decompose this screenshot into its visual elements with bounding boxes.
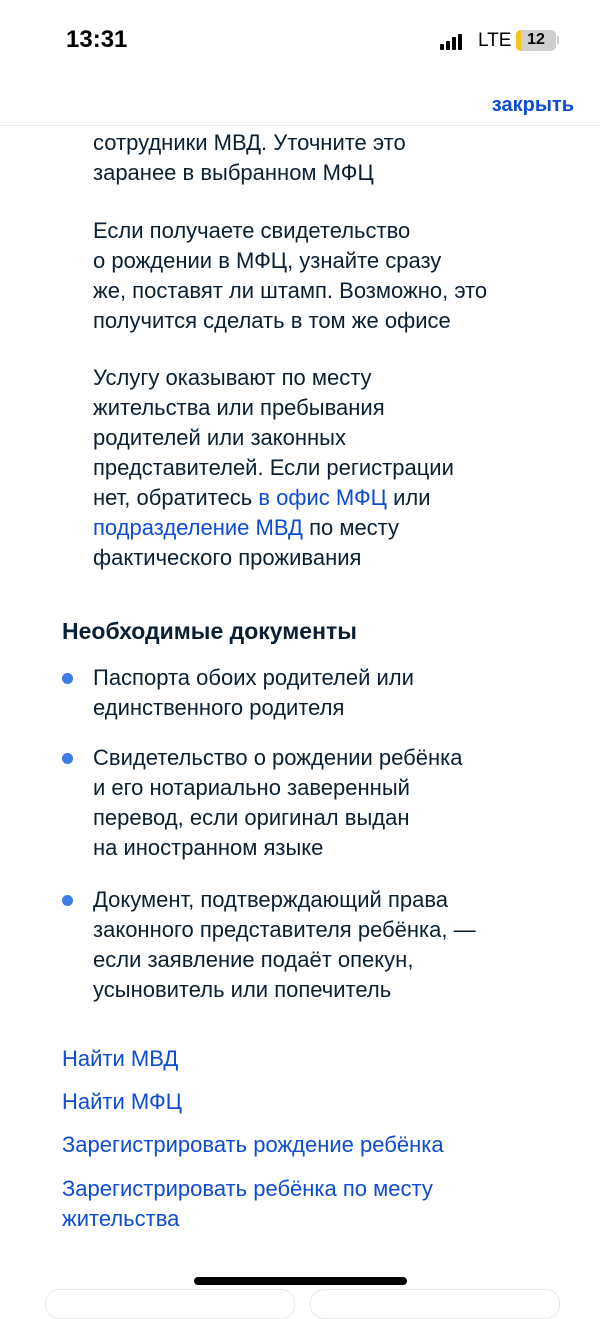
battery-icon	[516, 30, 556, 51]
document-item-line: на иностранном языке	[93, 835, 324, 860]
document-item-line: если заявление подаёт опекун,	[93, 947, 414, 972]
intro-line: заранее в выбранном МФЦ	[93, 160, 374, 185]
link-line: Зарегистрировать ребёнка по месту	[62, 1176, 433, 1201]
find-mfc-link[interactable]: Найти МФЦ	[62, 1089, 182, 1114]
text: по месту	[302, 515, 400, 540]
bullet-icon	[62, 895, 73, 906]
register-residence-link[interactable]	[62, 1174, 433, 1234]
bullet-icon	[62, 753, 73, 764]
bottom-card[interactable]	[310, 1289, 560, 1319]
mvd-division-link[interactable]: подразделение МВД	[93, 515, 303, 540]
paragraph-line: жительства или пребывания	[93, 395, 385, 420]
battery-nib	[557, 36, 559, 44]
text: нет, обратитесь	[93, 485, 259, 510]
register-birth-link[interactable]: Зарегистрировать рождение ребёнка	[62, 1132, 444, 1157]
document-item-line: единственного родителя	[93, 695, 345, 720]
home-indicator[interactable]	[194, 1277, 407, 1285]
document-item-line: усыновитель или попечитель	[93, 977, 392, 1002]
battery-level: 12	[527, 31, 545, 48]
paragraph-line: представителей. Если регистрации	[93, 455, 454, 480]
bottom-card[interactable]	[45, 1289, 295, 1319]
intro-line: сотрудники МВД. Уточните это	[93, 130, 406, 155]
document-item-line: законного представителя ребёнка, —	[93, 917, 476, 942]
mfc-office-link[interactable]: в офис МФЦ	[258, 485, 387, 510]
document-item-line: перевод, если оригинал выдан	[93, 805, 410, 830]
document-item-line: Паспорта обоих родителей или	[93, 665, 414, 690]
status-bar	[0, 0, 600, 80]
find-mvd-link[interactable]: Найти МВД	[62, 1046, 179, 1071]
paragraph-line: Услугу оказывают по месту	[93, 365, 372, 390]
close-button[interactable]: закрыть	[491, 94, 574, 116]
paragraph-line	[93, 513, 399, 543]
paragraph-line	[93, 483, 431, 513]
paragraph-line: же, поставят ли штамп. Возможно, это	[93, 278, 488, 303]
document-item-line: Документ, подтверждающий права	[93, 887, 449, 912]
documents-heading: Необходимые документы	[62, 618, 357, 644]
paragraph-line: о рождении в МФЦ, узнайте сразу	[93, 248, 442, 273]
header	[0, 80, 600, 126]
paragraph-line: Если получаете свидетельство	[93, 218, 411, 243]
text: или	[386, 485, 431, 510]
bullet-icon	[62, 673, 73, 684]
paragraph-line: фактического проживания	[93, 545, 362, 570]
document-item-line: и его нотариально заверенный	[93, 775, 410, 800]
status-time: 13:31	[66, 26, 128, 53]
link-line: жительства	[62, 1206, 180, 1231]
signal-icon	[440, 34, 462, 50]
document-item-line: Свидетельство о рождении ребёнка	[93, 745, 463, 770]
network-type: LTE	[478, 30, 512, 51]
paragraph-line: получится сделать в том же офисе	[93, 308, 451, 333]
paragraph-line: родителей или законных	[93, 425, 346, 450]
